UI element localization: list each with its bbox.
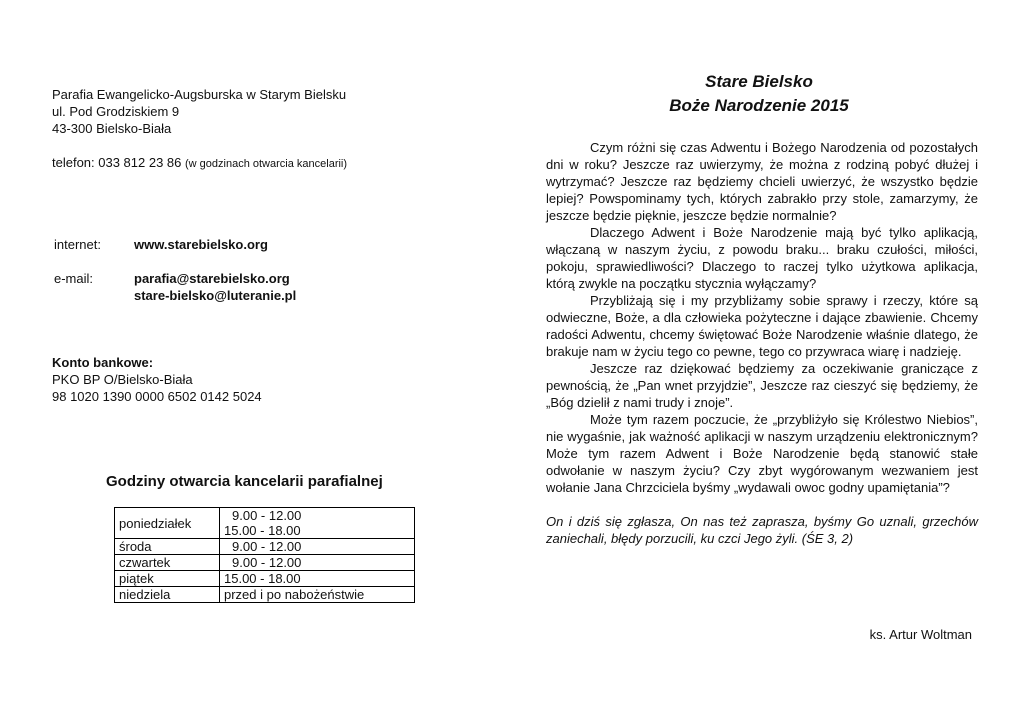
day-cell: piątek [115, 571, 220, 587]
paragraph: Czym różni się czas Adwentu i Bożego Narodzenia od pozostałych dni w roku? Jeszcze raz uwierzymy, że można z rodziną pobyć dłużej i wytrzymać? Jeszcze raz będziemy chcieli uwierzyć, że wszystko będzie lepiej? Powspominamy tych, których zabrakło przy stole, zamarzymy, że jeszcze będzie pięknie, jeszcze będzie normalnie? [546, 140, 978, 223]
parish-address [52, 86, 347, 173]
contact-info [54, 236, 296, 304]
table-row [115, 508, 415, 539]
website-link[interactable]: www.starebielsko.org [134, 237, 268, 252]
phone-line [52, 154, 347, 173]
parish-name: Parafia Ewangelicko-Augsburska w Starym Bielsku [52, 87, 347, 102]
bank-heading: Konto bankowe: [52, 355, 154, 370]
paragraph: Przybliżają się i my przybliżamy sobie sprawy i rzeczy, które są odwieczne, Boże, a dla człowieka pożyteczne i dające zbawienie. Chcemy radości Adwentu, chcemy świętować Boże Narodzenie właśnie dlatego, że brakuje nam w życiu tego co pewne, tego co przywraca wiarę i nadzieję. [546, 293, 978, 359]
hours-cell: 9.00 - 12.00 [220, 539, 415, 555]
office-hours-title: Godziny otwarcia kancelarii parafialnej [106, 473, 383, 490]
table-row [115, 539, 415, 555]
phone-note: (w godzinach otwarcia kancelarii) [185, 158, 348, 170]
phone-number: telefon: 033 812 23 86 [52, 155, 182, 170]
table-row [115, 587, 415, 603]
day-cell: niedziela [115, 587, 220, 603]
paragraph: Jeszcze raz dziękować będziemy za oczekiwanie graniczące z pewnością, że „Pan wnet przyjdzie”, Jeszcze raz cieszyć się będziemy, że „Bóg dzielił z nami trudy i znoje”. [546, 361, 978, 410]
bank-account [52, 354, 262, 405]
bank-name: PKO BP O/Bielsko-Biała [52, 372, 193, 387]
letter-body [546, 139, 978, 547]
office-hours-table [114, 507, 415, 603]
day-cell: poniedziałek [115, 508, 220, 539]
hours-cell: przed i po nabożeństwie [220, 587, 415, 603]
street-address: ul. Pod Grodziskiem 9 [52, 104, 180, 119]
paragraph: Dlaczego Adwent i Boże Narodzenie mają być tylko aplikacją, włączaną w naszym życiu, z powodu braku... braku czułości, miłości, pokoju, sprawiedliwości? Dlaczego to raczej tylko użytkowa aplikacja, którą zwykle na początku stycznia wyłączamy? [546, 225, 978, 291]
day-cell: czwartek [115, 555, 220, 571]
hours-cell: 9.00 - 12.00 [220, 555, 415, 571]
page-subtitle: Boże Narodzenie 2015 [669, 96, 849, 115]
paragraph: Może tym razem poczucie, że „przybliżyło się Królestwo Niebios”, nie wygaśnie, jak ważność aplikacji w naszym urządzeniu elektronicznym? Może tym razem Adwent i Boże Narodzenie będą stanowić stałe odwołanie w naszym życiu? Czy zbyt wygórowanym wezwaniem jest wołanie Jana Chrzciciela byśmy „wydawali owoc godny upamiętania”? [546, 412, 978, 495]
hours-cell: 9.00 - 12.00 15.00 - 18.00 [220, 508, 415, 539]
email-label: e-mail: [54, 271, 94, 286]
table-row [115, 571, 415, 587]
table-row [115, 555, 415, 571]
bank-number: 98 1020 1390 0000 6502 0142 5024 [52, 389, 262, 404]
page-title: Stare Bielsko [705, 72, 813, 91]
scripture-quote: On i dziś się zgłasza, On nas też zaprasza, byśmy Go uznali, grzechów zaniechali, błędy porzucili, ku czci Jego żyli. (ŚE 3, 2) [546, 514, 978, 546]
day-cell: środa [115, 539, 220, 555]
postal-city: 43-300 Bielsko-Biała [52, 121, 172, 136]
internet-label: internet: [54, 237, 101, 252]
email-link-1[interactable]: parafia@starebielsko.org [134, 271, 290, 286]
hours-cell: 15.00 - 18.00 [220, 571, 415, 587]
email-link-2[interactable]: stare-bielsko@luteranie.pl [134, 288, 297, 303]
signature: ks. Artur Woltman [869, 627, 972, 642]
